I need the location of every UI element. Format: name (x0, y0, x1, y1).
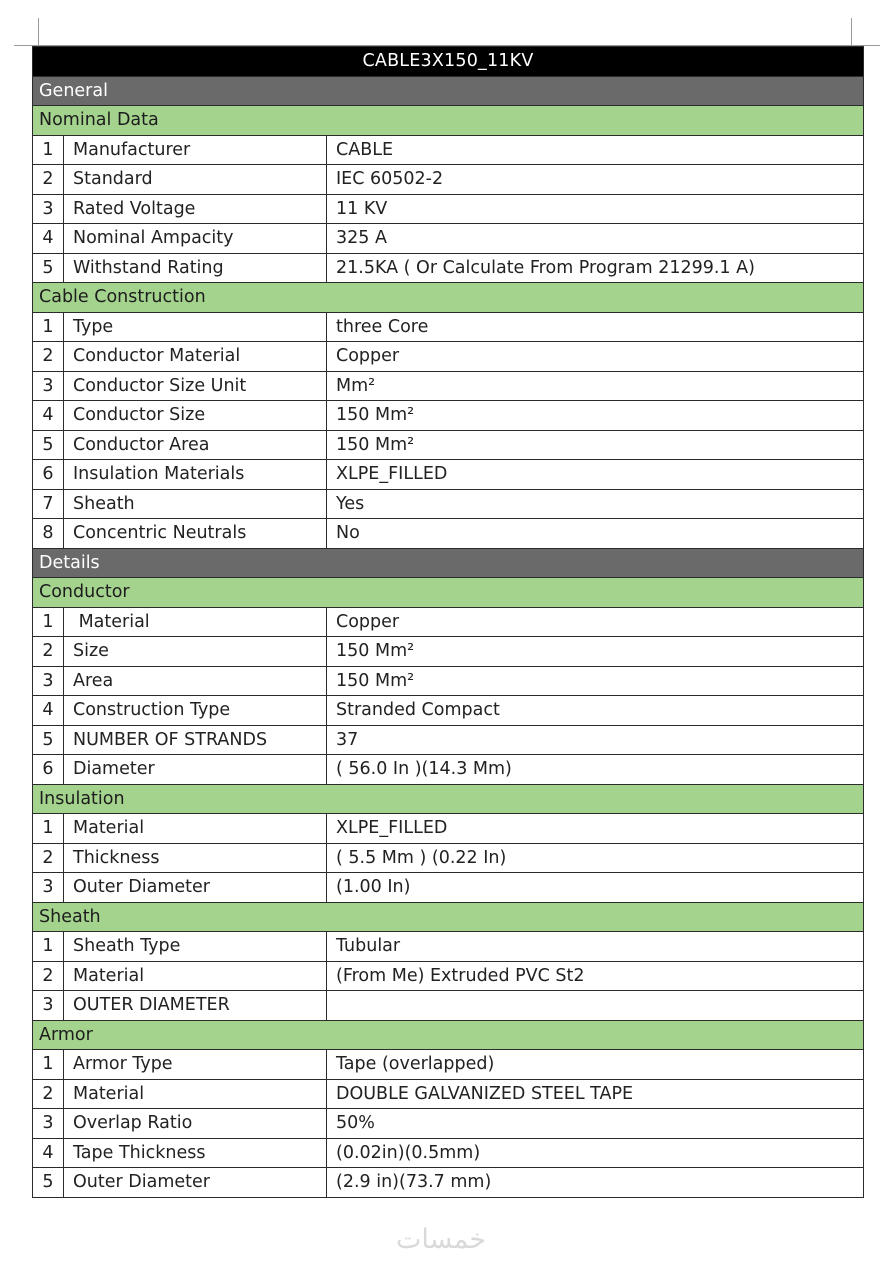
table-row (33, 224, 864, 254)
row-number: 1 (33, 135, 64, 165)
row-label: Outer Diameter (64, 873, 327, 903)
row-number: 8 (33, 519, 64, 549)
row-number: 3 (33, 371, 64, 401)
row-number: 2 (33, 961, 64, 991)
row-number: 1 (33, 932, 64, 962)
row-value: (2.9 in)(73.7 mm) (327, 1168, 864, 1198)
row-value: Tape (overlapped) (327, 1050, 864, 1080)
row-value: IEC 60502-2 (327, 165, 864, 195)
table-row (33, 873, 864, 903)
row-label: Tape Thickness (64, 1138, 327, 1168)
section-header-general (33, 76, 864, 106)
table-row (33, 1138, 864, 1168)
row-label: Material (64, 961, 327, 991)
table-row (33, 1168, 864, 1198)
group-title: Nominal Data (33, 106, 864, 136)
row-number: 5 (33, 430, 64, 460)
table-row (33, 135, 864, 165)
group-header-sheath (33, 902, 864, 932)
row-value: 325 A (327, 224, 864, 254)
row-number: 2 (33, 637, 64, 667)
row-number: 2 (33, 843, 64, 873)
row-value: XLPE_FILLED (327, 814, 864, 844)
table-row (33, 342, 864, 372)
row-label: Material (64, 1079, 327, 1109)
group-header-armor (33, 1020, 864, 1050)
table-row (33, 961, 864, 991)
table-row (33, 607, 864, 637)
row-number: 3 (33, 873, 64, 903)
row-number: 5 (33, 253, 64, 283)
row-value: 50% (327, 1109, 864, 1139)
row-label: Conductor Size Unit (64, 371, 327, 401)
table-row (33, 253, 864, 283)
table-row (33, 843, 864, 873)
section-header-details (33, 548, 864, 578)
row-label: Overlap Ratio (64, 1109, 327, 1139)
row-value: (1.00 In) (327, 873, 864, 903)
crop-mark-left (38, 18, 39, 46)
row-number: 3 (33, 666, 64, 696)
table-row (33, 696, 864, 726)
section-title: Details (33, 548, 864, 578)
row-label: Thickness (64, 843, 327, 873)
row-label: Diameter (64, 755, 327, 785)
row-label: OUTER DIAMETER (64, 991, 327, 1021)
row-label: Conductor Size (64, 401, 327, 431)
row-number: 5 (33, 1168, 64, 1198)
row-label: Sheath (64, 489, 327, 519)
table-row (33, 1079, 864, 1109)
row-number: 1 (33, 1050, 64, 1080)
table-row (33, 165, 864, 195)
row-label: Nominal Ampacity (64, 224, 327, 254)
row-value: Mm² (327, 371, 864, 401)
row-value: Tubular (327, 932, 864, 962)
row-number: 3 (33, 991, 64, 1021)
table-row (33, 814, 864, 844)
table-row (33, 371, 864, 401)
table-row (33, 460, 864, 490)
row-value: ( 56.0 In )(14.3 Mm) (327, 755, 864, 785)
row-value: 150 Mm² (327, 401, 864, 431)
group-title: Cable Construction (33, 283, 864, 313)
table-row (33, 194, 864, 224)
row-number: 4 (33, 696, 64, 726)
table-title: CABLE3X150_11KV (33, 47, 864, 77)
row-label: Type (64, 312, 327, 342)
row-label: NUMBER OF STRANDS (64, 725, 327, 755)
row-number: 3 (33, 194, 64, 224)
row-value: 37 (327, 725, 864, 755)
row-number: 2 (33, 165, 64, 195)
row-label: Concentric Neutrals (64, 519, 327, 549)
row-number: 2 (33, 342, 64, 372)
group-title: Sheath (33, 902, 864, 932)
row-label: Material (64, 814, 327, 844)
row-label: Insulation Materials (64, 460, 327, 490)
table-row (33, 1050, 864, 1080)
row-number: 1 (33, 607, 64, 637)
row-number: 2 (33, 1079, 64, 1109)
row-number: 5 (33, 725, 64, 755)
crop-mark-right (851, 18, 852, 46)
row-value: Yes (327, 489, 864, 519)
table-row (33, 755, 864, 785)
row-value: Copper (327, 607, 864, 637)
row-label: Outer Diameter (64, 1168, 327, 1198)
row-value: (0.02in)(0.5mm) (327, 1138, 864, 1168)
group-header-conductor (33, 578, 864, 608)
group-header-cable-construction (33, 283, 864, 313)
group-header-insulation (33, 784, 864, 814)
title-row (33, 47, 864, 77)
group-title: Armor (33, 1020, 864, 1050)
row-label: Construction Type (64, 696, 327, 726)
section-title: General (33, 76, 864, 106)
table-row (33, 932, 864, 962)
table-row (33, 1109, 864, 1139)
row-value: 150 Mm² (327, 637, 864, 667)
table-row (33, 991, 864, 1021)
row-value: CABLE (327, 135, 864, 165)
row-label: Area (64, 666, 327, 696)
row-label: Armor Type (64, 1050, 327, 1080)
table-row (33, 312, 864, 342)
row-label: Sheath Type (64, 932, 327, 962)
row-number: 4 (33, 224, 64, 254)
row-label: Conductor Material (64, 342, 327, 372)
table-row (33, 666, 864, 696)
row-number: 1 (33, 814, 64, 844)
row-number: 4 (33, 1138, 64, 1168)
row-number: 6 (33, 460, 64, 490)
row-number: 1 (33, 312, 64, 342)
row-value: (From Me) Extruded PVC St2 (327, 961, 864, 991)
row-number: 7 (33, 489, 64, 519)
table-row (33, 430, 864, 460)
row-value: DOUBLE GALVANIZED STEEL TAPE (327, 1079, 864, 1109)
cable-spec-table (32, 46, 864, 1198)
row-label: Manufacturer (64, 135, 327, 165)
row-number: 3 (33, 1109, 64, 1139)
row-value (327, 991, 864, 1021)
table-row (33, 401, 864, 431)
row-value: 150 Mm² (327, 666, 864, 696)
table-row (33, 725, 864, 755)
row-value: ( 5.5 Mm ) (0.22 In) (327, 843, 864, 873)
row-value: XLPE_FILLED (327, 460, 864, 490)
row-value: 11 KV (327, 194, 864, 224)
row-value: Copper (327, 342, 864, 372)
table-row (33, 489, 864, 519)
row-label: Rated Voltage (64, 194, 327, 224)
group-header-nominal-data (33, 106, 864, 136)
row-label: Size (64, 637, 327, 667)
row-value: 150 Mm² (327, 430, 864, 460)
group-title: Insulation (33, 784, 864, 814)
row-number: 4 (33, 401, 64, 431)
row-value: No (327, 519, 864, 549)
row-value: three Core (327, 312, 864, 342)
table-row (33, 519, 864, 549)
group-title: Conductor (33, 578, 864, 608)
table-row (33, 637, 864, 667)
row-value: 21.5KA ( Or Calculate From Program 21299.1 A) (327, 253, 864, 283)
row-label: Material (64, 607, 327, 637)
row-label: Conductor Area (64, 430, 327, 460)
row-label: Standard (64, 165, 327, 195)
row-label: Withstand Rating (64, 253, 327, 283)
watermark-logo: خمسات (395, 1224, 487, 1255)
row-number: 6 (33, 755, 64, 785)
row-value: Stranded Compact (327, 696, 864, 726)
